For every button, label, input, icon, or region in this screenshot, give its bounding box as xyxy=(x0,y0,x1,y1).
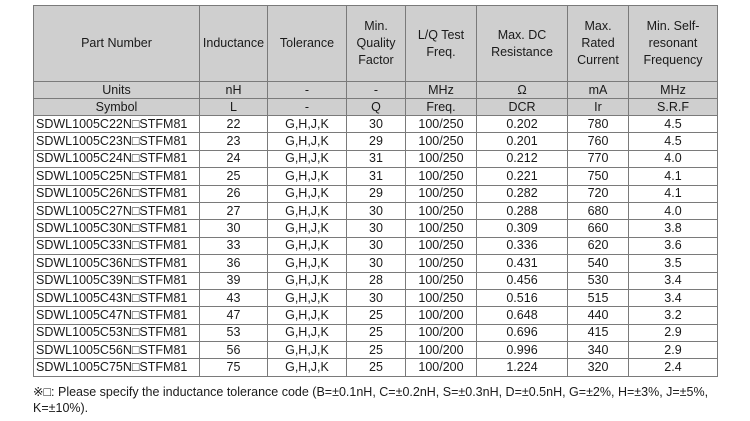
cell-rated-current: 770 xyxy=(568,150,629,167)
cell-part-number: SDWL1005C56N□STFM81 xyxy=(34,342,200,359)
footnote-text: : Please specify the inductance tolerance code (B=±0.1nH, C=±0.2nH, S=±0.3nH, D=±0.5nH, G=±2%, H=±3%, J=±5%, K=±10%). xyxy=(33,385,709,415)
inductor-spec-table xyxy=(33,5,718,377)
header-inductance: Inductance xyxy=(200,6,268,82)
cell-dc-resistance: 0.996 xyxy=(477,342,568,359)
units-label: Units xyxy=(34,82,200,99)
cell-inductance: 22 xyxy=(200,116,268,133)
cell-rated-current: 320 xyxy=(568,359,629,376)
cell-rated-current: 750 xyxy=(568,168,629,185)
cell-rated-current: 530 xyxy=(568,272,629,289)
table-row xyxy=(34,272,718,289)
cell-part-number: SDWL1005C75N□STFM81 xyxy=(34,359,200,376)
units-cell: mA xyxy=(568,82,629,99)
cell-quality-factor: 29 xyxy=(347,133,406,150)
cell-test-freq: 100/250 xyxy=(406,255,477,272)
cell-test-freq: 100/250 xyxy=(406,168,477,185)
header-quality-factor: Min. Quality Factor xyxy=(347,6,406,82)
cell-part-number: SDWL1005C23N□STFM81 xyxy=(34,133,200,150)
cell-test-freq: 100/250 xyxy=(406,237,477,254)
cell-quality-factor: 31 xyxy=(347,168,406,185)
cell-tolerance: G,H,J,K xyxy=(268,116,347,133)
cell-inductance: 75 xyxy=(200,359,268,376)
cell-self-resonant-freq: 3.4 xyxy=(629,289,718,306)
symbol-cell: Ir xyxy=(568,99,629,116)
cell-dc-resistance: 0.431 xyxy=(477,255,568,272)
cell-quality-factor: 30 xyxy=(347,116,406,133)
symbol-cell: Freq. xyxy=(406,99,477,116)
cell-inductance: 56 xyxy=(200,342,268,359)
symbol-row xyxy=(34,99,718,116)
spec-table-container xyxy=(33,5,717,377)
cell-test-freq: 100/250 xyxy=(406,202,477,219)
cell-tolerance: G,H,J,K xyxy=(268,307,347,324)
cell-part-number: SDWL1005C39N□STFM81 xyxy=(34,272,200,289)
cell-self-resonant-freq: 3.4 xyxy=(629,272,718,289)
units-cell: Ω xyxy=(477,82,568,99)
cell-inductance: 36 xyxy=(200,255,268,272)
cell-tolerance: G,H,J,K xyxy=(268,342,347,359)
cell-inductance: 39 xyxy=(200,272,268,289)
cell-part-number: SDWL1005C36N□STFM81 xyxy=(34,255,200,272)
cell-inductance: 25 xyxy=(200,168,268,185)
cell-dc-resistance: 1.224 xyxy=(477,359,568,376)
cell-tolerance: G,H,J,K xyxy=(268,272,347,289)
cell-part-number: SDWL1005C24N□STFM81 xyxy=(34,150,200,167)
units-row xyxy=(34,82,718,99)
cell-self-resonant-freq: 2.9 xyxy=(629,324,718,341)
cell-self-resonant-freq: 4.5 xyxy=(629,116,718,133)
cell-tolerance: G,H,J,K xyxy=(268,289,347,306)
cell-quality-factor: 28 xyxy=(347,272,406,289)
header-dc-resistance: Max. DC Resistance xyxy=(477,6,568,82)
table-row xyxy=(34,255,718,272)
cell-self-resonant-freq: 4.5 xyxy=(629,133,718,150)
cell-test-freq: 100/200 xyxy=(406,307,477,324)
cell-tolerance: G,H,J,K xyxy=(268,185,347,202)
cell-tolerance: G,H,J,K xyxy=(268,133,347,150)
units-cell: MHz xyxy=(629,82,718,99)
table-row xyxy=(34,359,718,376)
table-row xyxy=(34,116,718,133)
cell-part-number: SDWL1005C26N□STFM81 xyxy=(34,185,200,202)
cell-part-number: SDWL1005C33N□STFM81 xyxy=(34,237,200,254)
cell-quality-factor: 25 xyxy=(347,324,406,341)
cell-rated-current: 760 xyxy=(568,133,629,150)
table-row xyxy=(34,289,718,306)
cell-self-resonant-freq: 3.6 xyxy=(629,237,718,254)
tolerance-footnote xyxy=(33,384,733,416)
cell-tolerance: G,H,J,K xyxy=(268,255,347,272)
table-row xyxy=(34,220,718,237)
symbol-cell: DCR xyxy=(477,99,568,116)
cell-tolerance: G,H,J,K xyxy=(268,359,347,376)
symbol-cell: Q xyxy=(347,99,406,116)
cell-inductance: 23 xyxy=(200,133,268,150)
cell-test-freq: 100/200 xyxy=(406,324,477,341)
table-row xyxy=(34,133,718,150)
cell-rated-current: 415 xyxy=(568,324,629,341)
cell-dc-resistance: 0.336 xyxy=(477,237,568,254)
cell-dc-resistance: 0.201 xyxy=(477,133,568,150)
cell-test-freq: 100/250 xyxy=(406,133,477,150)
cell-part-number: SDWL1005C30N□STFM81 xyxy=(34,220,200,237)
cell-test-freq: 100/250 xyxy=(406,289,477,306)
table-row xyxy=(34,342,718,359)
symbol-cell: S.R.F xyxy=(629,99,718,116)
cell-rated-current: 780 xyxy=(568,116,629,133)
header-part-number: Part Number xyxy=(34,6,200,82)
cell-part-number: SDWL1005C53N□STFM81 xyxy=(34,324,200,341)
table-row xyxy=(34,202,718,219)
units-cell: - xyxy=(347,82,406,99)
cell-self-resonant-freq: 4.1 xyxy=(629,185,718,202)
cell-rated-current: 540 xyxy=(568,255,629,272)
cell-test-freq: 100/250 xyxy=(406,116,477,133)
cell-quality-factor: 30 xyxy=(347,289,406,306)
cell-self-resonant-freq: 2.4 xyxy=(629,359,718,376)
cell-quality-factor: 30 xyxy=(347,255,406,272)
cell-test-freq: 100/250 xyxy=(406,272,477,289)
cell-inductance: 33 xyxy=(200,237,268,254)
header-rated-current: Max. Rated Current xyxy=(568,6,629,82)
cell-inductance: 47 xyxy=(200,307,268,324)
cell-dc-resistance: 0.202 xyxy=(477,116,568,133)
cell-self-resonant-freq: 4.0 xyxy=(629,202,718,219)
cell-rated-current: 515 xyxy=(568,289,629,306)
header-tolerance: Tolerance xyxy=(268,6,347,82)
units-cell: nH xyxy=(200,82,268,99)
cell-dc-resistance: 0.221 xyxy=(477,168,568,185)
cell-part-number: SDWL1005C27N□STFM81 xyxy=(34,202,200,219)
cell-test-freq: 100/250 xyxy=(406,150,477,167)
cell-part-number: SDWL1005C22N□STFM81 xyxy=(34,116,200,133)
cell-dc-resistance: 0.282 xyxy=(477,185,568,202)
header-row xyxy=(34,6,718,82)
cell-inductance: 24 xyxy=(200,150,268,167)
table-row xyxy=(34,185,718,202)
cell-tolerance: G,H,J,K xyxy=(268,202,347,219)
cell-test-freq: 100/250 xyxy=(406,220,477,237)
cell-tolerance: G,H,J,K xyxy=(268,168,347,185)
cell-dc-resistance: 0.648 xyxy=(477,307,568,324)
table-row xyxy=(34,168,718,185)
cell-dc-resistance: 0.456 xyxy=(477,272,568,289)
cell-rated-current: 620 xyxy=(568,237,629,254)
cell-self-resonant-freq: 3.2 xyxy=(629,307,718,324)
symbol-cell: - xyxy=(268,99,347,116)
cell-self-resonant-freq: 4.1 xyxy=(629,168,718,185)
cell-inductance: 43 xyxy=(200,289,268,306)
cell-quality-factor: 25 xyxy=(347,359,406,376)
cell-quality-factor: 25 xyxy=(347,342,406,359)
cell-tolerance: G,H,J,K xyxy=(268,237,347,254)
units-cell: - xyxy=(268,82,347,99)
cell-part-number: SDWL1005C47N□STFM81 xyxy=(34,307,200,324)
cell-test-freq: 100/250 xyxy=(406,185,477,202)
cell-test-freq: 100/200 xyxy=(406,342,477,359)
symbol-cell: L xyxy=(200,99,268,116)
cell-dc-resistance: 0.288 xyxy=(477,202,568,219)
header-self-resonant-freq: Min. Self-resonant Frequency xyxy=(629,6,718,82)
cell-dc-resistance: 0.696 xyxy=(477,324,568,341)
cell-self-resonant-freq: 4.0 xyxy=(629,150,718,167)
cell-quality-factor: 29 xyxy=(347,185,406,202)
cell-quality-factor: 30 xyxy=(347,220,406,237)
cell-part-number: SDWL1005C43N□STFM81 xyxy=(34,289,200,306)
cell-dc-resistance: 0.309 xyxy=(477,220,568,237)
footnote-mark: ※□ xyxy=(33,385,52,399)
cell-self-resonant-freq: 3.8 xyxy=(629,220,718,237)
table-row xyxy=(34,307,718,324)
cell-quality-factor: 25 xyxy=(347,307,406,324)
cell-dc-resistance: 0.516 xyxy=(477,289,568,306)
cell-tolerance: G,H,J,K xyxy=(268,220,347,237)
cell-quality-factor: 30 xyxy=(347,202,406,219)
table-row xyxy=(34,237,718,254)
symbol-label: Symbol xyxy=(34,99,200,116)
cell-tolerance: G,H,J,K xyxy=(268,324,347,341)
cell-self-resonant-freq: 3.5 xyxy=(629,255,718,272)
cell-rated-current: 340 xyxy=(568,342,629,359)
cell-quality-factor: 30 xyxy=(347,237,406,254)
header-test-freq: L/Q Test Freq. xyxy=(406,6,477,82)
units-cell: MHz xyxy=(406,82,477,99)
cell-inductance: 53 xyxy=(200,324,268,341)
cell-inductance: 30 xyxy=(200,220,268,237)
cell-rated-current: 680 xyxy=(568,202,629,219)
cell-tolerance: G,H,J,K xyxy=(268,150,347,167)
cell-quality-factor: 31 xyxy=(347,150,406,167)
cell-rated-current: 660 xyxy=(568,220,629,237)
cell-dc-resistance: 0.212 xyxy=(477,150,568,167)
cell-inductance: 26 xyxy=(200,185,268,202)
cell-part-number: SDWL1005C25N□STFM81 xyxy=(34,168,200,185)
cell-self-resonant-freq: 2.9 xyxy=(629,342,718,359)
cell-rated-current: 440 xyxy=(568,307,629,324)
cell-test-freq: 100/200 xyxy=(406,359,477,376)
table-row xyxy=(34,324,718,341)
cell-inductance: 27 xyxy=(200,202,268,219)
cell-rated-current: 720 xyxy=(568,185,629,202)
table-row xyxy=(34,150,718,167)
